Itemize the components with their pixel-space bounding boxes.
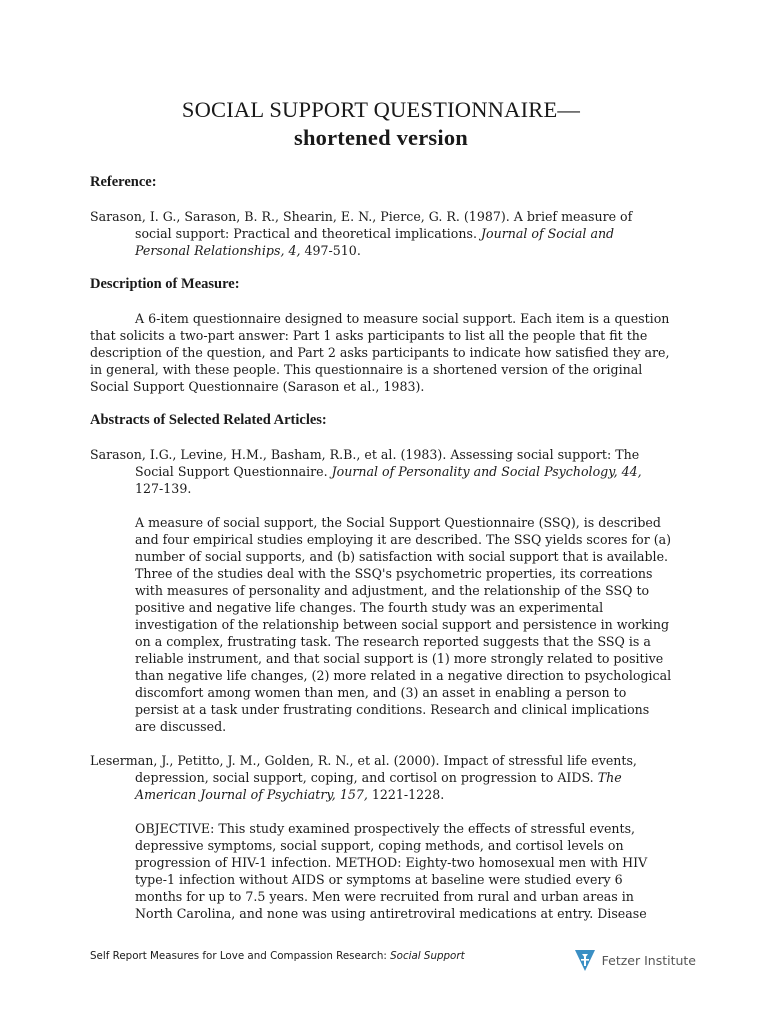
article-2-text: Leserman, J., Petitto, J. M., Golden, R. N., et al. (2000). Impact of stressful life events, depression, social support, coping, and cortisol on progression to AIDS. — [90, 753, 637, 785]
article-1-journal: Journal of Personality and Social Psychology, 44, — [331, 464, 642, 479]
description-heading: Description of Measure: — [90, 276, 240, 292]
footer-label: Self Report Measures for Love and Compassion Research: — [90, 950, 391, 962]
title-line-1: SOCIAL SUPPORT QUESTIONNAIRE— — [181, 97, 581, 122]
article-2-abstract: OBJECTIVE: This study examined prospectively the effects of stressful events, depressive symptoms, social support, coping methods, and cortisol levels on progression of HIV-1 infection. METHOD: Eighty-two homosexual men with HIV type-1 infection without AIDS or symptoms at baseline were studied every 6 months for up to 7.5 years. Men were recruited from rural and urban areas in North Carolina, and none was using antiretroviral medications at entry. Disease — [135, 821, 648, 921]
page-footer — [90, 948, 696, 972]
title-line-2: shortened version — [293, 125, 469, 150]
reference-pages: 497-510. — [300, 243, 361, 258]
reference-text: Sarason, I. G., Sarason, B. R., Shearin, E. N., Pierce, G. R. (1987). A brief measure of social support: Practical and theoretical implications. — [90, 209, 633, 241]
reference-journal: Journal of Social and Personal Relationships, 4, — [135, 226, 615, 258]
footer-italic: Social Support — [390, 950, 465, 962]
article-2-pages: 1221-1228. — [367, 787, 445, 802]
fetzer-logo-icon — [574, 948, 596, 972]
reference-citation — [90, 208, 672, 259]
document-title — [90, 96, 672, 152]
fetzer-logo — [574, 948, 696, 972]
reference-heading: Reference: — [90, 174, 157, 190]
article-2-journal: The American Journal of Psychiatry, 157, — [135, 770, 622, 802]
article-1-pages: 127-139. — [135, 481, 192, 496]
article-1-text: Sarason, I.G., Levine, H.M., Basham, R.B., et al. (1983). Assessing social support: The Social Support Questionnaire. — [90, 447, 640, 479]
footer-text — [90, 950, 465, 962]
abstracts-heading: Abstracts of Selected Related Articles: — [90, 412, 327, 428]
description-text: A 6-item questionnaire designed to measure social support. Each item is a question that solicits a two-part answer: Part 1 asks participants to list all the people that fit the description of the question, and Part 2 asks participants to indicate how satisfied they are, in general, with these people. This questionnaire is a shortened version of the original Social Support Questionnaire (Sarason et al., 1983). — [90, 311, 670, 394]
document-page — [90, 96, 672, 939]
fetzer-logo-name: Fetzer Institute — [601, 952, 696, 968]
article-1-citation — [90, 446, 672, 497]
article-2-citation — [90, 752, 672, 803]
article-1-abstract: A measure of social support, the Social Support Questionnaire (SSQ), is described and four empirical studies employing it are described. The SSQ yields scores for (a) number of social supports, and (b) satisfaction with social support that is available. Three of the studies deal with the SSQ's psychometric properties, its correations with measures of personality and adjustment, and the relationship of the SSQ to positive and negative life changes. The fourth study was an experimental investigation of the relationship between social support and persistence in working on a complex, frustrating task. The research reported suggests that the SSQ is a reliable instrument, and that social support is (1) more strongly related to positive than negative life changes, (2) more related in a negative direction to psychological discomfort among women than men, and (3) an asset in enabling a person to persist at a task under frustrating conditions. Research and clinical implications are discussed. — [135, 515, 672, 734]
